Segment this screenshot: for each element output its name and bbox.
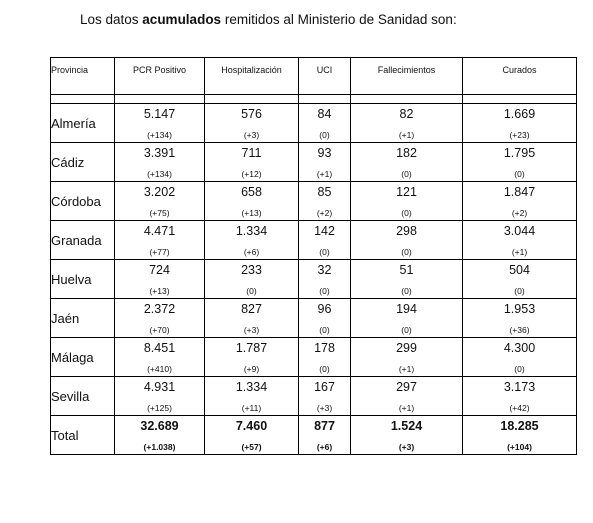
curados-cell [463,143,577,182]
fallecimientos-delta: (0) [401,247,412,257]
uci-value: 84 [317,107,332,121]
intro-text [80,12,457,27]
hospitalizacion-delta: (+3) [243,325,260,335]
hospitalizacion-value: 658 [241,185,262,199]
header-pcr: PCR Positivo [115,58,205,95]
pcr-cell [115,338,205,377]
pcr-delta: (+134) [147,130,172,140]
intro-after: remitidos al Ministerio de Sanidad son: [221,12,457,27]
uci-delta: (+6) [316,442,333,452]
hospitalizacion-cell [205,377,299,416]
spacer-cell [51,95,115,104]
table-row [51,221,577,260]
hospitalizacion-value: 1.334 [235,224,268,238]
intro-before: Los datos [80,12,143,27]
pcr-value: 3.202 [143,185,176,199]
fallecimientos-value: 297 [396,380,417,394]
curados-value: 1.795 [503,146,536,160]
pcr-value: 724 [149,263,170,277]
fallecimientos-cell [351,377,463,416]
hospitalizacion-cell [205,221,299,260]
provincia-cell: Granada [51,221,115,260]
pcr-value: 2.372 [143,302,176,316]
uci-value: 32 [317,263,332,277]
pcr-delta: (+134) [147,169,172,179]
pcr-delta: (+1.038) [143,442,176,452]
spacer-cell [299,95,351,104]
uci-cell [299,104,351,143]
uci-value: 142 [314,224,335,238]
pcr-delta: (+75) [149,208,170,218]
pcr-cell [115,416,205,455]
uci-delta: (+3) [316,403,333,413]
hospitalizacion-delta: (+9) [243,364,260,374]
fallecimientos-delta: (0) [401,208,412,218]
fallecimientos-cell [351,104,463,143]
uci-delta: (0) [319,325,330,335]
uci-cell [299,416,351,455]
fallecimientos-cell [351,143,463,182]
curados-cell [463,221,577,260]
curados-delta: (+2) [511,208,528,218]
pcr-value: 3.391 [143,146,176,160]
provincia-cell: Almería [51,104,115,143]
uci-value: 85 [317,185,332,199]
pcr-cell [115,377,205,416]
uci-cell [299,377,351,416]
curados-cell [463,104,577,143]
hospitalizacion-cell [205,260,299,299]
fallecimientos-value: 298 [396,224,417,238]
spacer-cell [205,95,299,104]
table-row [51,182,577,221]
curados-value: 1.847 [503,185,536,199]
fallecimientos-cell [351,416,463,455]
uci-delta: (0) [319,286,330,296]
uci-cell [299,182,351,221]
provincia-cell: Málaga [51,338,115,377]
spacer-cell [115,95,205,104]
intro-bold: acumulados [142,12,222,27]
hospitalizacion-value: 1.334 [235,380,268,394]
provincia-cell: Huelva [51,260,115,299]
curados-delta: (+104) [507,442,532,452]
hospitalizacion-value: 233 [241,263,262,277]
fallecimientos-cell [351,260,463,299]
pcr-value: 8.451 [143,341,176,355]
uci-delta: (+2) [316,208,333,218]
provincia-cell: Cádiz [51,143,115,182]
pcr-cell [115,104,205,143]
curados-cell [463,377,577,416]
hospitalizacion-delta: (+6) [243,247,260,257]
curados-cell [463,260,577,299]
pcr-cell [115,143,205,182]
table-body [51,104,577,455]
hospitalizacion-cell [205,143,299,182]
hospitalizacion-value: 827 [241,302,262,316]
fallecimientos-value: 121 [396,185,417,199]
curados-delta: (+36) [509,325,530,335]
hospitalizacion-cell [205,104,299,143]
fallecimientos-value: 1.524 [390,419,423,433]
pcr-value: 4.931 [143,380,176,394]
pcr-cell [115,299,205,338]
curados-value: 4.300 [503,341,536,355]
pcr-delta: (+410) [147,364,172,374]
curados-cell [463,182,577,221]
uci-value: 877 [314,419,335,433]
fallecimientos-value: 299 [396,341,417,355]
hospitalizacion-delta: (+11) [241,403,262,413]
provincia-cell: Jaén [51,299,115,338]
curados-value: 1.953 [503,302,536,316]
spacer-cell [463,95,577,104]
spacer-row [51,95,577,104]
curados-value: 18.285 [500,419,539,433]
uci-value: 93 [317,146,332,160]
uci-cell [299,299,351,338]
data-table [50,57,577,455]
fallecimientos-cell [351,182,463,221]
provincia-cell: Sevilla [51,377,115,416]
curados-delta: (0) [514,286,525,296]
hospitalizacion-value: 711 [241,146,262,160]
pcr-cell [115,221,205,260]
fallecimientos-delta: (+3) [398,442,415,452]
pcr-cell [115,260,205,299]
provincia-cell: Total [51,416,115,455]
uci-value: 167 [314,380,335,394]
curados-delta: (+1) [511,247,528,257]
uci-delta: (0) [319,130,330,140]
hospitalizacion-delta: (+12) [241,169,262,179]
pcr-delta: (+77) [149,247,170,257]
curados-value: 504 [509,263,530,277]
header-fallecimientos: Fallecimientos [351,58,463,95]
fallecimientos-value: 194 [396,302,417,316]
fallecimientos-delta: (0) [401,286,412,296]
uci-cell [299,143,351,182]
fallecimientos-delta: (+1) [398,130,415,140]
pcr-value: 32.689 [140,419,179,433]
hospitalizacion-delta: (+3) [243,130,260,140]
fallecimientos-delta: (+1) [398,364,415,374]
hospitalizacion-value: 1.787 [235,341,268,355]
curados-delta: (0) [514,169,525,179]
header-hospitalizacion: Hospitalización [205,58,299,95]
curados-delta: (0) [514,364,525,374]
uci-value: 96 [317,302,332,316]
curados-cell [463,299,577,338]
hospitalizacion-value: 7.460 [235,419,268,433]
fallecimientos-cell [351,221,463,260]
curados-value: 1.669 [503,107,536,121]
hospitalizacion-delta: (+13) [241,208,262,218]
header-row [51,58,577,95]
curados-cell [463,416,577,455]
spacer-cell [351,95,463,104]
pcr-value: 5.147 [143,107,176,121]
uci-cell [299,221,351,260]
uci-delta: (+1) [316,169,333,179]
header-curados: Curados [463,58,577,95]
uci-cell [299,338,351,377]
hospitalizacion-delta: (0) [246,286,257,296]
fallecimientos-value: 182 [396,146,417,160]
fallecimientos-delta: (0) [401,169,412,179]
total-row [51,416,577,455]
header-provincia: Provincia [51,58,115,95]
hospitalizacion-value: 576 [241,107,262,121]
curados-delta: (+23) [509,130,530,140]
pcr-delta: (+125) [147,403,172,413]
hospitalizacion-cell [205,299,299,338]
hospitalizacion-cell [205,338,299,377]
provincia-cell: Córdoba [51,182,115,221]
fallecimientos-delta: (+1) [398,403,415,413]
table-row [51,299,577,338]
curados-cell [463,338,577,377]
fallecimientos-cell [351,299,463,338]
pcr-cell [115,182,205,221]
uci-delta: (0) [319,364,330,374]
table-row [51,260,577,299]
fallecimientos-value: 82 [399,107,414,121]
pcr-delta: (+70) [149,325,170,335]
table-row [51,143,577,182]
uci-cell [299,260,351,299]
uci-delta: (0) [319,247,330,257]
header-uci: UCI [299,58,351,95]
table-row [51,377,577,416]
pcr-delta: (+13) [149,286,170,296]
fallecimientos-value: 51 [399,263,414,277]
hospitalizacion-cell [205,182,299,221]
table-row [51,104,577,143]
hospitalizacion-cell [205,416,299,455]
hospitalizacion-delta: (+57) [241,442,262,452]
curados-value: 3.044 [503,224,536,238]
uci-value: 178 [314,341,335,355]
fallecimientos-delta: (0) [401,325,412,335]
table-row [51,338,577,377]
curados-delta: (+42) [509,403,530,413]
pcr-value: 4.471 [143,224,176,238]
fallecimientos-cell [351,338,463,377]
curados-value: 3.173 [503,380,536,394]
